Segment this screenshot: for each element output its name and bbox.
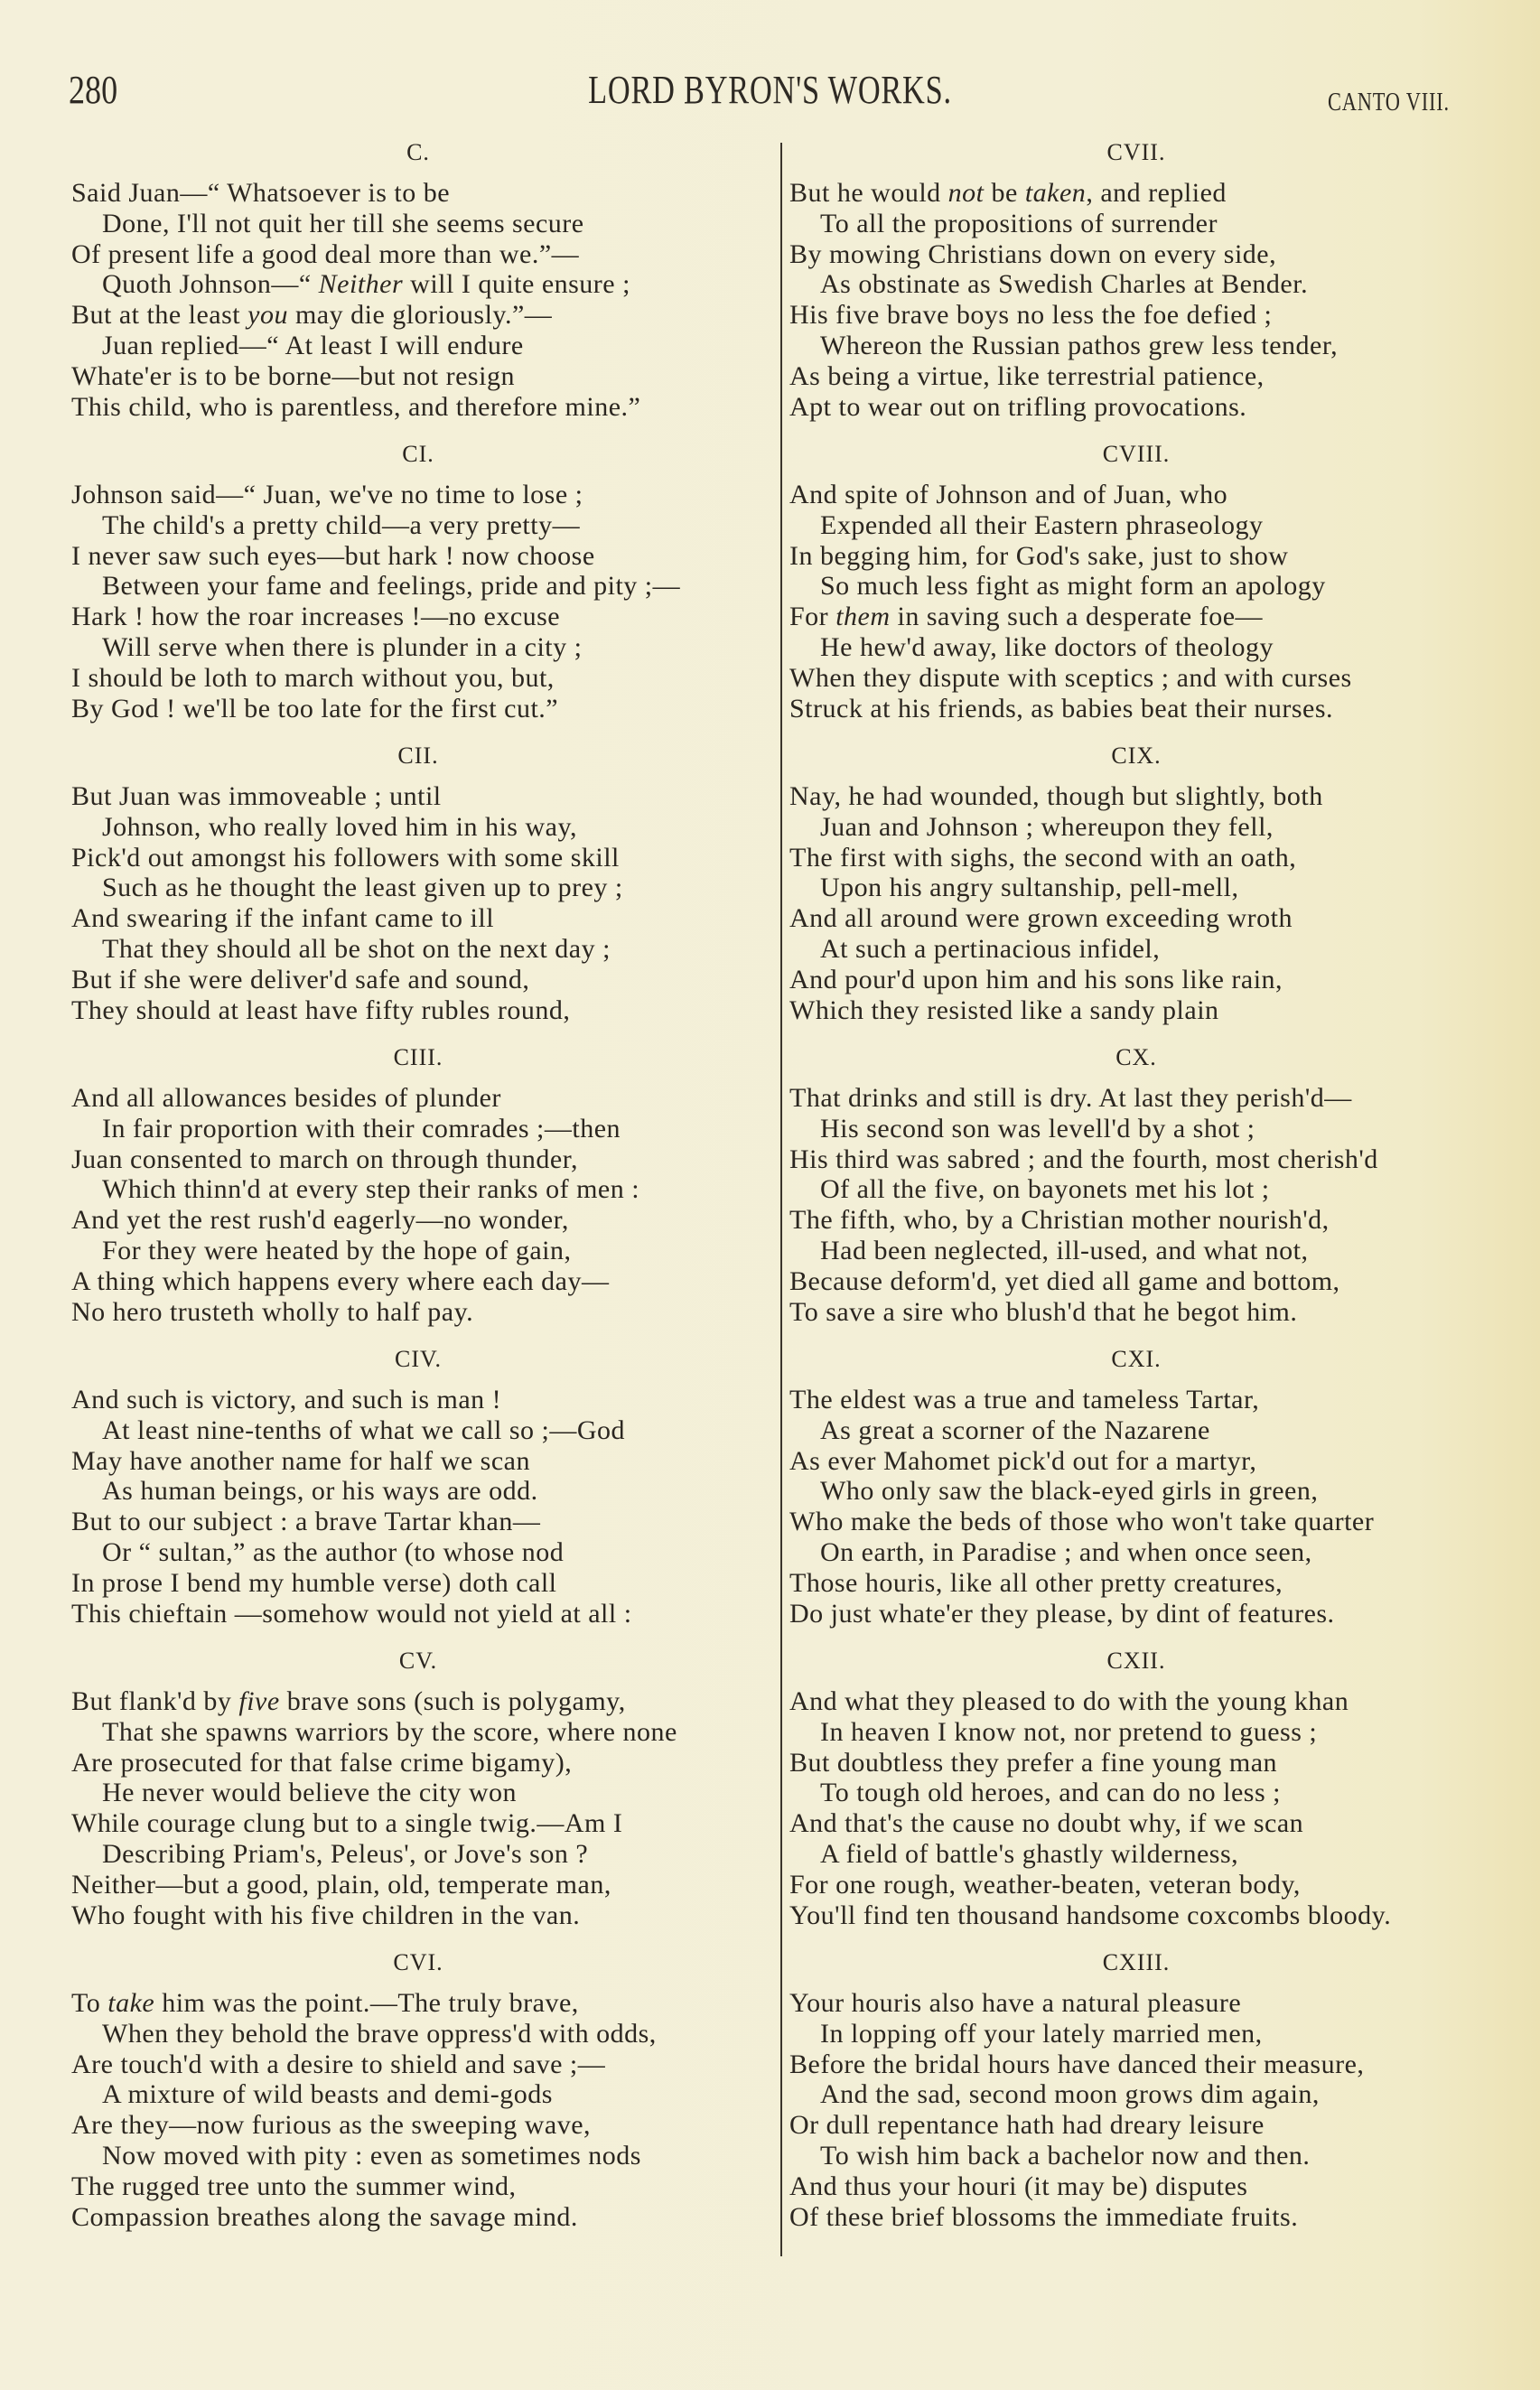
verse-line: And pour'd upon him and his sons like rain, <box>789 964 1283 994</box>
stanza-number: CXIII. <box>1102 1949 1171 1975</box>
verse-line: Neither—but a good, plain, old, temperate man, <box>71 1869 611 1900</box>
verse-line: Whereon the Russian pathos grew less tender, <box>820 330 1339 360</box>
stanza-number: CXII. <box>1106 1648 1166 1674</box>
verse-line: Hark ! how the roar increases !—no excuse <box>71 602 561 632</box>
verse-line: A mixture of wild beasts and demi-gods <box>102 2079 553 2110</box>
verse-line: This child, who is parentless, and therefore mine.” <box>71 391 641 422</box>
verse-line: The first with sighs, the second with an oath, <box>789 842 1297 873</box>
verse-line: When they behold the brave oppress'd with odds, <box>102 2018 657 2049</box>
left-column <box>71 135 765 2247</box>
verse-line: Who make the beds of those who won't take quarter <box>789 1507 1375 1537</box>
verse-line: Or dull repentance hath had dreary leisure <box>789 2110 1265 2141</box>
verse-line: Juan and Johnson ; whereupon they fell, <box>820 811 1274 842</box>
verse-line: And swearing if the infant came to ill <box>71 903 495 934</box>
verse-line: Johnson said—“ Juan, we've no time to lose ; <box>71 480 583 509</box>
verse-line: But to our subject : a brave Tartar khan— <box>71 1507 541 1537</box>
verse-line: In heaven I know not, nor pretend to guess ; <box>820 1716 1318 1747</box>
verse-line: He hew'd away, like doctors of theology <box>820 631 1274 662</box>
verse-line: Who only saw the black-eyed girls in green, <box>820 1476 1319 1507</box>
canto-label: CANTO VIII. <box>1328 89 1450 117</box>
verse-line: Are prosecuted for that false crime bigamy), <box>71 1747 573 1778</box>
verse-line: Are they—now furious as the sweeping wave, <box>71 2110 592 2141</box>
verse-line: You'll find ten thousand handsome coxcombs bloody. <box>789 1900 1392 1930</box>
verse-line: May have another name for half we scan <box>71 1445 530 1476</box>
verse-line: Juan consented to march on through thunder, <box>71 1144 579 1174</box>
verse-line: The child's a pretty child—a very pretty— <box>102 509 581 540</box>
right-column <box>789 135 1483 2247</box>
verse-line: Of present life a good deal more than we.”— <box>71 238 580 269</box>
verse-line: Juan replied—“ At least I will endure <box>102 330 524 360</box>
verse-line: When they dispute with sceptics ; and with curses <box>789 662 1352 693</box>
verse-line: Done, I'll not quit her till she seems secure <box>102 208 584 238</box>
stanza <box>71 739 765 1041</box>
verse-line: Between your fame and feelings, pride and pity ;— <box>102 571 681 602</box>
verse-line: I should be loth to march without you, but, <box>71 662 555 693</box>
stanza <box>71 1946 765 2247</box>
stanza-number: CIX. <box>1111 742 1162 769</box>
verse-line: Upon his angry sultanship, pell-mell, <box>820 873 1239 903</box>
stanza-number: CVII. <box>1106 139 1166 165</box>
stanza <box>71 1041 765 1342</box>
verse-line: In lopping off your lately married men, <box>820 2018 1263 2049</box>
verse-line: I never saw such eyes—but hark ! now choose <box>71 540 595 571</box>
verse-line: But he would not be taken, and replied <box>789 178 1227 208</box>
verse-line: As obstinate as Swedish Charles at Bender. <box>820 269 1309 300</box>
verse-line: Are touch'd with a desire to shield and save ;— <box>71 2049 606 2079</box>
verse-line: As ever Mahomet pick'd out for a martyr, <box>789 1445 1257 1476</box>
verse-line: So much less fight as might form an apology <box>820 571 1326 602</box>
stanza-number: CII. <box>397 742 439 769</box>
verse-line: As being a virtue, like terrestrial patience, <box>789 360 1265 391</box>
verse-line: He never would believe the city won <box>102 1778 518 1808</box>
verse-line: That she spawns warriors by the score, where none <box>102 1716 677 1747</box>
verse-line: Apt to wear out on trifling provocations. <box>789 391 1247 422</box>
stanza <box>789 1946 1483 2247</box>
verse-line: This chieftain —somehow would not yield at all : <box>71 1598 632 1629</box>
verse-line: But doubtless they prefer a fine young man <box>789 1747 1278 1778</box>
verse-line: But if she were deliver'd safe and sound, <box>71 964 530 994</box>
stanza-number: CIII. <box>393 1044 443 1070</box>
verse-line: Of all the five, on bayonets met his lot ; <box>820 1174 1270 1205</box>
stanza-number: CVIII. <box>1102 441 1171 467</box>
verse-line: Those houris, like all other pretty creatures, <box>789 1567 1283 1598</box>
verse-line: They should at least have fifty rubles round, <box>71 994 571 1025</box>
verse-line: To all the propositions of surrender <box>820 208 1218 238</box>
verse-line: Pick'd out amongst his followers with some skill <box>71 842 620 873</box>
verse-line: His second son was levell'd by a shot ; <box>820 1113 1255 1144</box>
stanza-number: CXI. <box>1111 1346 1162 1372</box>
verse-line: Struck at his friends, as babies beat their nurses. <box>789 693 1334 724</box>
verse-line: A field of battle's ghastly wilderness, <box>820 1838 1239 1869</box>
verse-line: And all around were grown exceeding wroth <box>789 903 1293 934</box>
verse-line: Whate'er is to be borne—but not resign <box>71 360 515 391</box>
stanza <box>789 739 1483 1041</box>
verse-line: Such as he thought the least given up to prey ; <box>102 873 623 903</box>
verse-line: And that's the cause no doubt why, if we scan <box>789 1808 1304 1839</box>
verse-line: As human beings, or his ways are odd. <box>102 1476 538 1507</box>
verse-line: Said Juan—“ Whatsoever is to be <box>71 178 451 208</box>
verse-line: The fifth, who, by a Christian mother nourish'd, <box>789 1205 1330 1236</box>
verse-line: And what they pleased to do with the young khan <box>789 1686 1349 1716</box>
verse-line: To take him was the point.—The truly brave, <box>71 1988 579 2018</box>
verse-line: Will serve when there is plunder in a city ; <box>102 631 583 662</box>
stanza <box>71 437 765 739</box>
verse-line: And yet the rest rush'd eagerly—no wonder, <box>71 1205 569 1236</box>
verse-line: Before the bridal hours have danced their measure, <box>789 2049 1365 2079</box>
italic-emphasis: not <box>947 178 985 208</box>
stanza-number: CX. <box>1115 1044 1157 1070</box>
verse-line: Who fought with his five children in the van. <box>71 1900 581 1930</box>
verse-line: In begging him, for God's sake, just to show <box>789 540 1289 571</box>
verse-line: In fair proportion with their comrades ;—then <box>102 1113 621 1144</box>
verse-line: In prose I bend my humble verse) doth call <box>71 1567 557 1598</box>
verse-line: Describing Priam's, Peleus', or Jove's son ? <box>102 1838 589 1869</box>
stanza <box>71 1644 765 1946</box>
verse-line: To tough old heroes, and can do no less ; <box>820 1778 1281 1808</box>
verse-line: While courage clung but to a single twig.—Am I <box>71 1808 623 1839</box>
italic-emphasis: you <box>247 300 288 331</box>
verse-line: Expended all their Eastern phraseology <box>820 509 1264 540</box>
page-number: 280 <box>69 68 118 112</box>
italic-emphasis: taken <box>1024 178 1087 208</box>
verse-line: Now moved with pity : even as sometimes nods <box>102 2140 641 2171</box>
verse-line: Of these brief blossoms the immediate fruits. <box>789 2201 1299 2232</box>
verse-line: But Juan was immoveable ; until <box>71 781 442 811</box>
verse-line: Your houris also have a natural pleasure <box>789 1988 1242 2018</box>
verse-line: And the sad, second moon grows dim again, <box>820 2079 1320 2110</box>
verse-line: As great a scorner of the Nazarene <box>820 1414 1210 1445</box>
stanza <box>71 135 765 437</box>
verse-line: By God ! we'll be too late for the first cut.” <box>71 693 559 724</box>
verse-line: At such a pertinacious infidel, <box>820 933 1161 964</box>
verse-line: That drinks and still is dry. At last they perish'd— <box>789 1083 1352 1113</box>
verse-line: No hero trusteth wholly to half pay. <box>71 1296 474 1327</box>
verse-line: The rugged tree unto the summer wind, <box>71 2171 517 2201</box>
verse-line: And such is victory, and such is man ! <box>71 1385 502 1414</box>
stanza-number: CVI. <box>393 1949 443 1975</box>
verse-line: To save a sire who blush'd that he begot him. <box>789 1296 1298 1327</box>
stanza <box>789 1041 1483 1342</box>
verse-line: For they were heated by the hope of gain, <box>102 1235 572 1265</box>
verse-line: And thus your houri (it may be) disputes <box>789 2171 1248 2201</box>
stanza-number: CV. <box>398 1648 438 1674</box>
stanza-number: CI. <box>402 441 434 467</box>
stanza <box>789 437 1483 739</box>
verse-line: But flank'd by five brave sons (such is polygamy, <box>71 1686 626 1716</box>
stanza <box>789 1644 1483 1946</box>
italic-emphasis: five <box>238 1686 280 1716</box>
verse-line: A thing which happens every where each day— <box>71 1265 610 1296</box>
verse-line: Johnson, who really loved him in his way, <box>102 811 578 842</box>
running-title: LORD BYRON'S WORKS. <box>588 68 952 112</box>
verse-line: Which thinn'd at every step their ranks of men : <box>102 1174 640 1205</box>
verse-line: Nay, he had wounded, though but slightly, both <box>789 781 1323 811</box>
verse-line: And all allowances besides of plunder <box>71 1083 501 1113</box>
italic-emphasis: Neither <box>318 269 404 300</box>
verse-line: And spite of Johnson and of Juan, who <box>789 480 1228 509</box>
stanza <box>789 135 1483 437</box>
verse-line: Or “ sultan,” as the author (to whose nod <box>102 1536 565 1567</box>
verse-line: At least nine-tenths of what we call so ;—God <box>102 1414 626 1445</box>
verse-line: Had been neglected, ill-used, and what not, <box>820 1235 1309 1265</box>
verse-line: For them in saving such a desperate foe— <box>789 602 1264 632</box>
verse-line: His five brave boys no less the foe defied ; <box>789 300 1273 331</box>
verse-line: By mowing Christians down on every side, <box>789 238 1277 269</box>
italic-emphasis: take <box>107 1988 155 2018</box>
verse-line: That they should all be shot on the next day ; <box>102 933 611 964</box>
verse-line: To wish him back a bachelor now and then. <box>820 2140 1311 2171</box>
verse-line: The eldest was a true and tameless Tartar, <box>789 1385 1260 1414</box>
stanza <box>71 1342 765 1644</box>
verse-line: Quoth Johnson—“ Neither will I quite ensure ; <box>102 269 630 300</box>
italic-emphasis: them <box>835 602 891 632</box>
verse-line: For one rough, weather-beaten, veteran body, <box>789 1869 1301 1900</box>
stanza-number: C. <box>406 139 430 165</box>
column-divider <box>780 143 782 2256</box>
verse-line: Compassion breathes along the savage mind. <box>71 2201 578 2232</box>
verse-line: His third was sabred ; and the fourth, most cherish'd <box>789 1144 1378 1174</box>
verse-line: On earth, in Paradise ; and when once seen, <box>820 1536 1312 1567</box>
verse-line: Do just whate'er they please, by dint of features. <box>789 1598 1335 1629</box>
stanza <box>789 1342 1483 1644</box>
stanza-number: CIV. <box>395 1346 442 1372</box>
verse-line: But at the least you may die gloriously.”— <box>71 300 553 331</box>
verse-line: Which they resisted like a sandy plain <box>789 994 1219 1025</box>
verse-line: Because deform'd, yet died all game and bottom, <box>789 1265 1340 1296</box>
